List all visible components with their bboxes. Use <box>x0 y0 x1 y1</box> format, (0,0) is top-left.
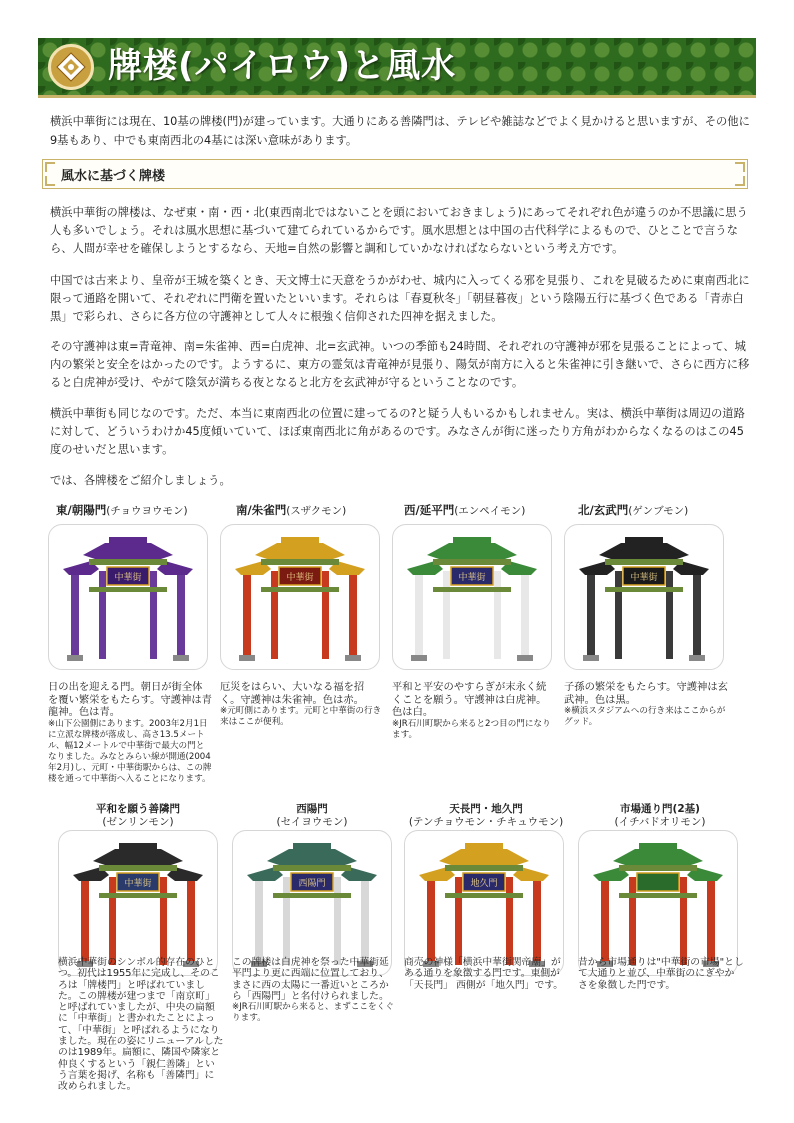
gate-desc-zenrin: 横浜中華街のシンボル的存在のひとつ。初代は1955年に完成し、そのころは「牌楼門」と呼ばれていました。この牌楼が建つまで「南京町」と呼ばれていましたが、中央の扁額に「中華街」と書かれたことによって、「中華街」と呼ばれるようになりました。現在の姿にリニューアルしたのは1989年。扁額に、隣国や隣家と仲良くするという「親仁善隣」という言葉を掲げ、名称も「善隣門」に改められました。 <box>58 957 224 1093</box>
gate-illustration <box>49 525 207 669</box>
gate-image-zenrin <box>58 830 218 976</box>
gate-label-east: 東/朝陽門(チョウヨウモン) <box>56 503 188 517</box>
gate-desc-east: 日の出を迎える門。朝日が街全体を覆い繁栄をもたらす。守護神は青龍神。色は青。 ※山下公園側にあります。2003年2月1日に立派な牌楼が落成し、高さ13.5メートル、幅12メートルで中華街で最大の門となりました。みなとみらい線が開通(2004年2月)し、元町・中華街駅からは、この牌楼を通って中華街へ入ることになります。 <box>48 681 212 784</box>
gate-label-zenrin: 平和を願う善隣門 (ゼンリンモン) <box>96 803 180 828</box>
paragraph-guardians: その守護神は東=青竜神、南=朱雀神、西=白虎神、北=玄武神。いつの季節も24時間、それぞれの守護神が邪を見張ることによって、城内の繁栄と安全をはかったのです。ようするに、東方の霊気は青竜神が見張り、陽気が南方に入ると朱雀神に引き継いで、さらに西方に移ると白虎神が受け、やがて陰気が満ちる夜となると北方を玄武神が守るということなのです。 <box>50 340 750 389</box>
gate-desc-south: 厄災をはらい、大いなる福を招く。守護神は朱雀神。色は赤。 ※元町側にあります。元町と中華街の行き来はここが便利。 <box>220 681 382 727</box>
gate-illustration <box>405 831 563 975</box>
paragraph-fengshui: 横浜中華街の牌楼は、なぜ東・南・西・北(東西南北ではないことを頭においておきましょう)にあってそれぞれ色が違うのか不思議に思う人も多いでしょう。それは風水思想に基づいて建てられているからです。風水思想とは中国の古代科学によるもので、ひとことで言うなら、人間が幸せを確保しようとするなら、天地=自然の影響と調和していかなければならないという考え方です。 <box>50 206 748 255</box>
gate-sign-text: 中華街 <box>114 573 142 583</box>
title-banner <box>38 38 756 98</box>
gate-label-south: 南/朱雀門(スザクモン) <box>236 503 347 517</box>
emblem-icon <box>48 44 94 90</box>
gate-image-seiyo <box>232 830 392 976</box>
gate-illustration <box>221 525 379 669</box>
gate-desc-north: 子孫の繁栄をもたらす。守護神は玄武神。色は黒。 ※横浜スタジアムへの行き来はここからがグッド。 <box>564 681 728 727</box>
gate-desc-tencho: 商売の神様「横浜中華街関帝廟」がある通りを象徴する門です。東側が「天長門」 西側が「地久門」です。 <box>404 957 564 991</box>
gate-label-seiyo: 西陽門 (セイヨウモン) <box>276 803 348 828</box>
gate-sign-text: 中華街 <box>458 573 486 583</box>
gate-sign-text: 中華街 <box>124 879 152 889</box>
gate-image-tencho <box>404 830 564 976</box>
gate-desc-seiyo: この牌楼は白虎神を祭った中華街延平門より更に西端に位置しており、まさに西の太陽に一番近いところから「西陽門」と名付けられました。 ※JR石川町駅から来ると、まずここをくぐります。 <box>232 957 394 1024</box>
paragraph-history: 中国では古来より、皇帝が王城を築くとき、天文博士に天意をうかがわせ、城内に入ってくる邪を見張り、これを見破るために東南西北に限って通路を開いて、それぞれに門衛を置いたといいます。それらは「春夏秋冬」「朝昼暮夜」という陰陽五行に基づく色である「青赤白黒」で彩られ、さらに各方位の守護神として人々に根強く信仰された四神を据えました。 <box>50 274 750 323</box>
paragraph-intro-gates: では、各牌楼をご紹介しましょう。 <box>50 474 231 487</box>
gate-label-ichiba: 市場通り門(2基) (イチバドオリモン) <box>614 803 706 828</box>
gate-image-ichiba <box>578 830 738 976</box>
gate-image-north <box>564 524 724 670</box>
gate-desc-ichiba: 昔から市場通りは"中華街の市場"として大通りと並び、中華街のにぎやかさを象徴した門です。 <box>578 957 744 991</box>
gate-label-tencho: 天長門・地久門 (テンチョウモン・チキュウモン) <box>408 803 564 828</box>
gate-sign-text: 西陽門 <box>298 879 326 889</box>
section-title: 風水に基づく牌楼 <box>61 169 166 184</box>
gate-illustration <box>233 831 391 975</box>
paragraph-yokohama: 横浜中華街も同じなのです。ただ、本当に東南西北の位置に建ってるの?と疑う人もいるかもしれません。実は、横浜中華街は周辺の道路に対して、どういうわけか45度傾いていて、ほぼ東南西北に角があるのです。みなさんが街に迷ったり方角がわからなくなるのはこの45度のせいだと思います。 <box>50 407 745 456</box>
gate-illustration <box>393 525 551 669</box>
gate-image-south <box>220 524 380 670</box>
gate-label-west: 西/延平門(エンペイモン) <box>404 503 526 517</box>
intro-text: 横浜中華街には現在、10基の牌楼(門)が建っています。大通りにある善隣門は、テレビや雑誌などでよく見かけると思いますが、その他に9基もあり、中でも東南西北の4基には深い意味があります。 <box>50 115 750 147</box>
gate-image-west <box>392 524 552 670</box>
section-header <box>42 159 748 189</box>
gate-sign-text: 中華街 <box>630 573 658 583</box>
gate-illustration <box>565 525 723 669</box>
gate-illustration <box>579 831 737 975</box>
page-title: 牌楼(パイロウ)と風水 <box>108 46 457 86</box>
gate-image-east <box>48 524 208 670</box>
gate-illustration <box>59 831 217 975</box>
gate-desc-west: 平和と平安のやすらぎが末永く続くことを願う。守護神は白虎神。色は白。 ※JR石川町駅から来ると2つ目の門になります。 <box>392 681 551 740</box>
gate-sign-text: 地久門 <box>470 879 498 889</box>
gate-label-north: 北/玄武門(ゲンブモン) <box>578 503 689 517</box>
gate-sign-text: 中華街 <box>286 573 314 583</box>
